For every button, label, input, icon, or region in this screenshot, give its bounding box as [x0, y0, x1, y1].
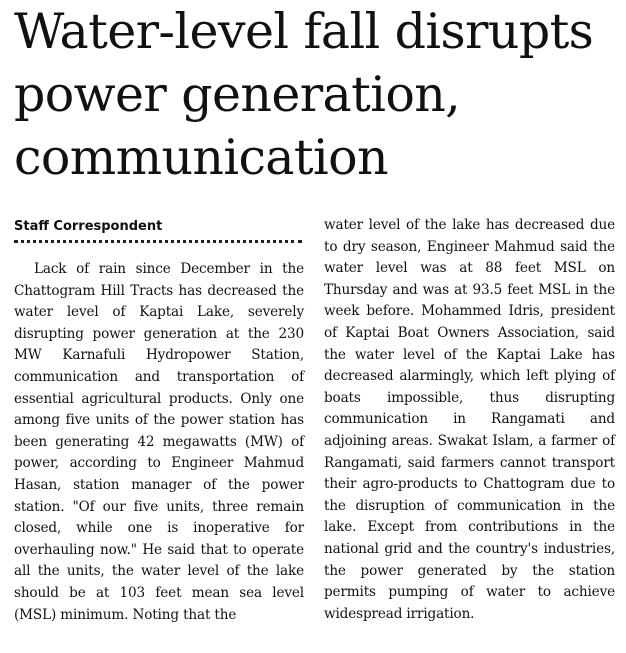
body-paragraph: water level of the lake has decreased due to dry season, Engineer Mahmud said the water level was at 88 feet MSL on Thursday and was at 93.5 feet MSL in the week before. Mohammed Idris, president of Kaptai Boat Owners Association, said the water level of the Kaptai Lake has decreased alarmingly, which left plying of boats impossible, thus disrupting communication in Rangamati and adjoining areas. Swakat Islam, a farmer of Rangamati, said farmers cannot transport their agro-products to Chattogram due to the disruption of communication in the lake. Except from contributions in the national grid and the country's industries, the power generated by the station permits pumping of water to achieve widespread irrigation.	[324, 217, 615, 622]
dotted-divider	[14, 240, 302, 243]
byline: Staff Correspondent	[14, 219, 163, 234]
article-column-right	[324, 215, 615, 625]
article-column-left	[14, 259, 304, 626]
byline-block	[14, 218, 304, 243]
body-paragraph: Lack of rain since December in the Chattogram Hill Tracts has decreased the water level of Kaptai Lake, severely disrupting power generation at the 230 MW Karnafuli Hydropower Station, communication and transportation of essential agricultural products. Only one among five units of the power station has been generating 42 megawatts (MW) of power, according to Engineer Mahmud Hasan, station manager of the power station. "Of our five units, three remain closed, while one is inoperative for overhauling now." He said that to operate all the units, the water level of the lake should be at 103 feet mean sea level (MSL) minimum. Noting that the	[14, 261, 304, 623]
headline: Water-level fall disrupts power generation, communication	[14, 3, 594, 186]
